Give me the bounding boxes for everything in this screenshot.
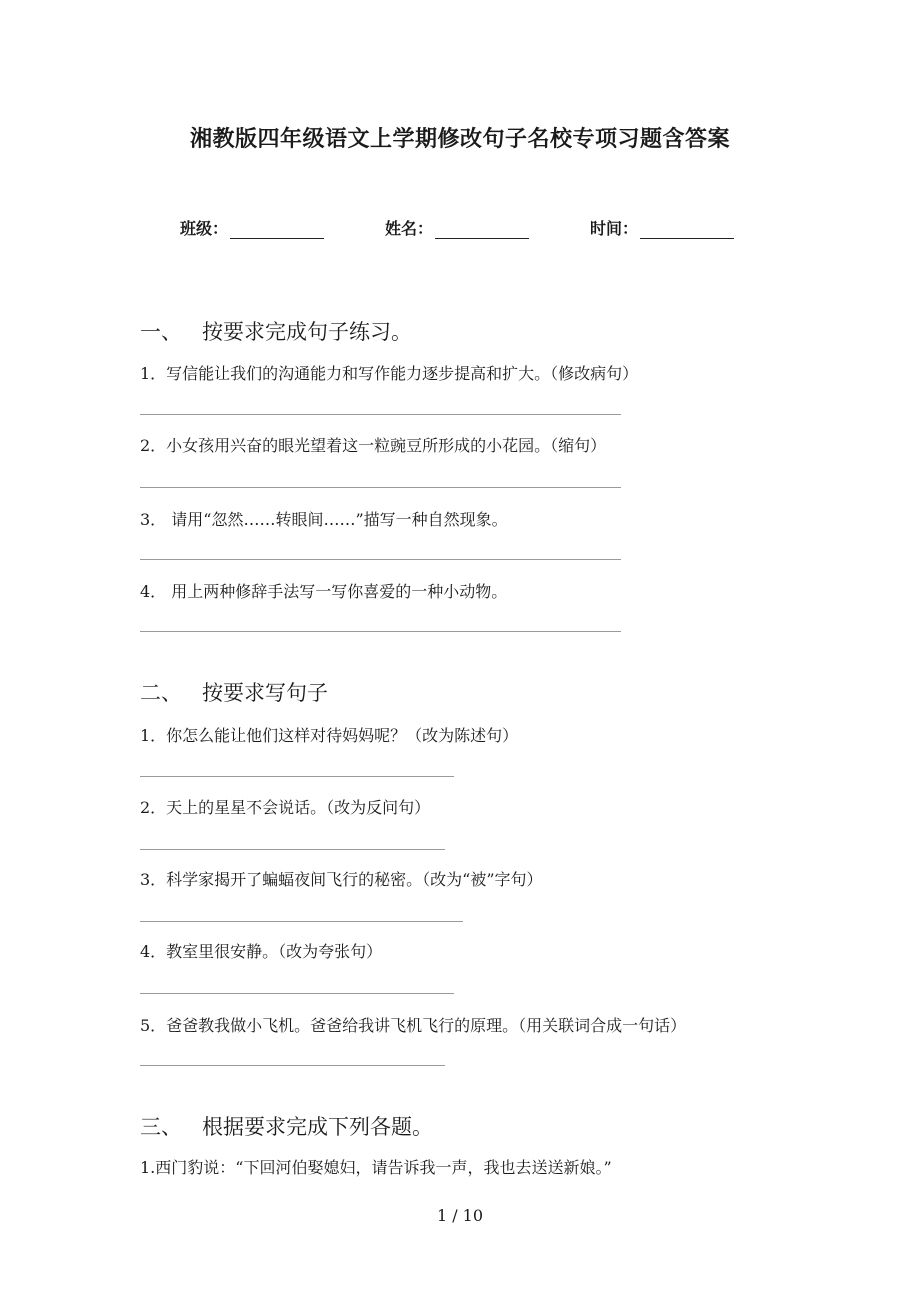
section-2-question-4: 4．教室里很安静。（改为夸张句） — [140, 942, 383, 961]
answer-line[interactable] — [140, 559, 621, 560]
answer-line[interactable] — [140, 993, 454, 994]
section-3-heading — [140, 1111, 433, 1141]
page-number: 1 / 10 — [436, 1206, 484, 1225]
section-1-question-1: 1．写信能让我们的沟通能力和写作能力逐步提高和扩大。（修改病句） — [140, 364, 639, 383]
answer-line[interactable] — [140, 776, 454, 777]
name-label: 姓名： — [385, 219, 434, 238]
name-blank[interactable] — [435, 220, 529, 239]
time-blank[interactable] — [640, 220, 734, 239]
answer-line[interactable] — [140, 414, 621, 415]
time-field[interactable] — [590, 216, 734, 239]
section-2-question-3: 3．科学家揭开了蝙蝠夜间飞行的秘密。（改为“被”字句） — [140, 870, 543, 889]
answer-line[interactable] — [140, 631, 621, 632]
section-2-question-2: 2．天上的星星不会说话。（改为反问句） — [140, 798, 431, 817]
document-title: 湘教版四年级语文上学期修改句子名校专项习题含答案 — [189, 127, 730, 152]
section-1-question-3: 3． 请用“忽然……转眼间……”描写一种自然现象。 — [140, 510, 508, 529]
answer-line[interactable] — [140, 921, 463, 922]
section-1-title: 按要求完成句子练习。 — [202, 320, 412, 344]
section-1-question-4: 4． 用上两种修辞手法写一写你喜爱的一种小动物。 — [140, 582, 508, 601]
time-label: 时间： — [590, 219, 639, 238]
class-label: 班级： — [180, 219, 229, 238]
answer-line[interactable] — [140, 1065, 445, 1066]
section-1-number: 一、 — [140, 320, 182, 344]
section-3-question-1: 1.西门豹说：“下回河伯娶媳妇，请告诉我一声，我也去送送新娘。” — [140, 1158, 612, 1177]
class-field[interactable] — [180, 216, 324, 239]
section-3-number: 三、 — [140, 1115, 182, 1139]
section-1-question-2: 2．小女孩用兴奋的眼光望着这一粒豌豆所形成的小花园。（缩句） — [140, 436, 607, 455]
section-3-title: 根据要求完成下列各题。 — [202, 1115, 433, 1139]
section-2-question-5: 5．爸爸教我做小飞机。爸爸给我讲飞机飞行的原理。（用关联词合成一句话） — [140, 1016, 687, 1035]
answer-line[interactable] — [140, 487, 621, 488]
section-2-question-1: 1．你怎么能让他们这样对待妈妈呢？（改为陈述句） — [140, 726, 519, 745]
section-2-title: 按要求写句子 — [202, 681, 328, 705]
class-blank[interactable] — [230, 220, 324, 239]
name-field[interactable] — [385, 216, 529, 239]
answer-line[interactable] — [140, 849, 445, 850]
section-2-heading — [140, 677, 328, 707]
section-2-number: 二、 — [140, 681, 182, 705]
section-1-heading — [140, 316, 412, 346]
